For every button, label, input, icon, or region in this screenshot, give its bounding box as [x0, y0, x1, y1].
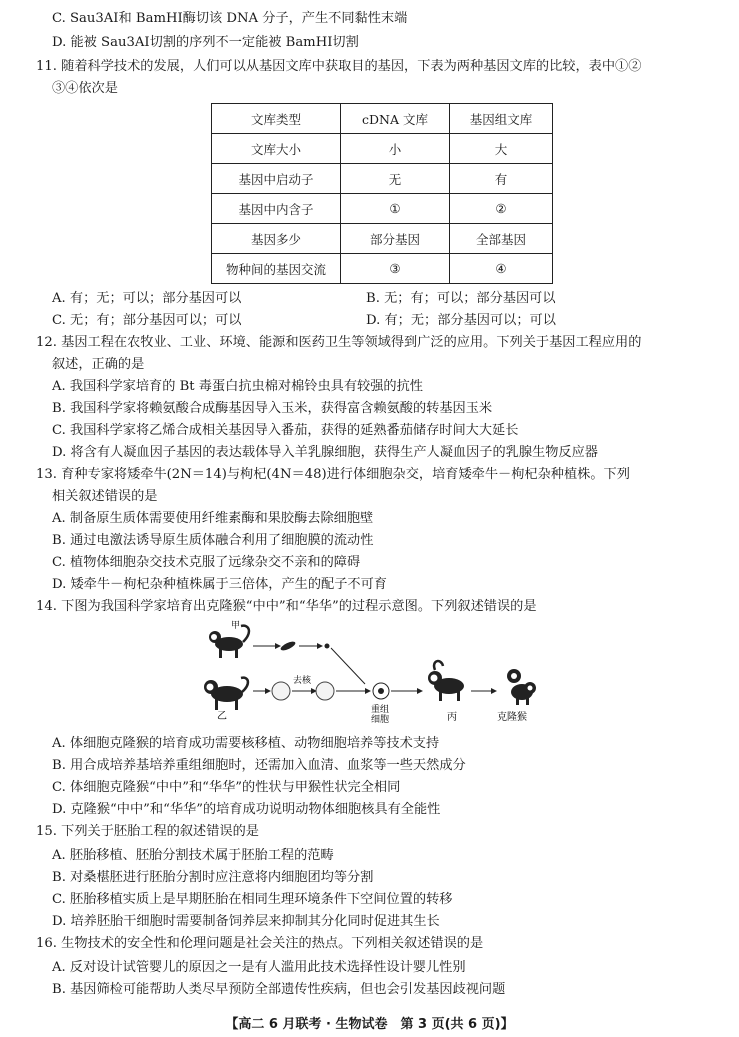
q11-option-c: C. 无；有；部分基因可以；可以: [52, 313, 242, 328]
table-cell: ①: [341, 194, 450, 224]
nucleus-icon: [325, 644, 330, 649]
table-cell: ③: [341, 254, 450, 284]
q12-option-c: C. 我国科学家将乙烯合成相关基因导入番茄，获得的延熟番茄储存时间大大延长: [52, 423, 519, 438]
table-cell: 部分基因: [341, 224, 450, 254]
q16-option-b: B. 基因筛检可能帮助人类尽早预防全部遗传性疾病，但也会引发基因歧视问题: [52, 982, 506, 997]
q11-option-b: B. 无；有；可以；部分基因可以: [366, 291, 556, 306]
monkey-jia-icon: [209, 626, 249, 658]
table-row: [212, 254, 553, 284]
gene-library-table: [211, 103, 553, 284]
q14-option-d: D. 克隆猴“中中”和“华华”的培育成功说明动物体细胞核具有全能性: [52, 802, 441, 817]
label-recombinant: 重组: [371, 705, 390, 715]
table-row: [212, 194, 553, 224]
q13-option-d: D. 矮牵牛－枸杞杂种植株属于三倍体，产生的配子不可育: [52, 577, 387, 592]
table-header-cell: 基因组文库: [450, 104, 553, 134]
q12-option-a: A. 我国科学家培育的 Bt 毒蛋白抗虫棉对棉铃虫具有较强的抗性: [52, 379, 423, 394]
q14-option-c: C. 体细胞克隆猴“中中”和“华华”的性状与甲猴性状完全相同: [52, 780, 401, 795]
q15-option-b: B. 对桑椹胚进行胚胎分割时应注意将内细胞团均等分割: [52, 870, 374, 885]
table-cell: 文库大小: [212, 134, 341, 164]
q11-option-a: A. 有；无；可以；部分基因可以: [52, 291, 242, 306]
label-cell: 细胞: [371, 715, 390, 724]
q14-option-b: B. 用合成培养基培养重组细胞时，还需加入血清、血浆等一些天然成分: [52, 758, 466, 773]
table-cell: 大: [450, 134, 553, 164]
q14-stem: 14. 下图为我国科学家培育出克隆猴“中中”和“华华”的过程示意图。下列叙述错误的是: [36, 599, 537, 614]
table-cell: ②: [450, 194, 553, 224]
table-cell: 基因多少: [212, 224, 341, 254]
monkey-yi-icon: [204, 678, 248, 710]
q12-stem-line1: 12. 基因工程在农牧业、工业、环境、能源和医药卫生等领域得到广泛的应用。下列关于基因工程应用的: [36, 335, 642, 350]
q14-option-a: A. 体细胞克隆猴的培育成功需要核移植、动物细胞培养等技术支持: [52, 736, 440, 751]
q10-option-c: C. Sau3AⅠ和 BamHⅠ酶切该 DNA 分子，产生不同黏性末端: [52, 11, 408, 26]
clone-monkey-diagram: [195, 616, 545, 724]
q13-option-c: C. 植物体细胞杂交技术克服了远缘杂交不亲和的障碍: [52, 555, 361, 570]
oocyte-icon: [272, 682, 290, 700]
label-clone-monkey: 克隆猴: [497, 712, 527, 723]
table-header-cell: 文库类型: [212, 104, 341, 134]
q12-option-b: B. 我国科学家将赖氨酸合成酶基因导入玉米，获得富含赖氨酸的转基因玉米: [52, 401, 493, 416]
q11-stem-line1: 11. 随着科学技术的发展，人们可以从基因文库中获取目的基因，下表为两种基因文库的比较，表中①②: [36, 59, 642, 74]
somatic-cell-icon: [279, 640, 296, 652]
table-cell: 有: [450, 164, 553, 194]
q13-stem-line1: 13. 育种专家将矮牵牛(2N＝14)与枸杞(4N＝48)进行体细胞杂交，培育矮牵牛－枸杞杂种植株。下列: [36, 467, 630, 482]
table-cell: ④: [450, 254, 553, 284]
label-jia: 甲: [231, 621, 241, 631]
q10-option-d: D. 能被 Sau3AⅠ切割的序列不一定能被 BamHⅠ切割: [52, 35, 359, 50]
q16-stem: 16. 生物技术的安全性和伦理问题是社会关注的热点。下列相关叙述错误的是: [36, 936, 484, 951]
monkey-bing-icon: [428, 661, 464, 701]
table-cell: 无: [341, 164, 450, 194]
q11-stem-line2: ③④依次是: [52, 81, 118, 96]
q15-option-d: D. 培养胚胎干细胞时需要制备饲养层来抑制其分化同时促进其生长: [52, 914, 440, 929]
q15-option-c: C. 胚胎移植实质上是早期胚胎在相同生理环境条件下空间位置的转移: [52, 892, 453, 907]
page-footer: 【高二 6 月联考 · 生物试卷 第 3 页(共 6 页)】: [225, 1017, 514, 1032]
q12-stem-line2: 叙述，正确的是: [52, 357, 145, 372]
label-yi: 乙: [217, 711, 227, 722]
enucleated-oocyte-icon: [316, 682, 334, 700]
label-bing: 丙: [447, 712, 457, 723]
clone-monkeys-icon: [507, 669, 536, 705]
q15-stem: 15. 下列关于胚胎工程的叙述错误的是: [36, 824, 259, 839]
table-row: [212, 134, 553, 164]
table-cell: 物种间的基因交流: [212, 254, 341, 284]
table-cell: 基因中启动子: [212, 164, 341, 194]
q15-option-a: A. 胚胎移植、胚胎分割技术属于胚胎工程的范畴: [52, 848, 334, 863]
table-cell: 全部基因: [450, 224, 553, 254]
q13-option-a: A. 制备原生质体需要使用纤维素酶和果胶酶去除细胞壁: [52, 511, 374, 526]
q13-stem-line2: 相关叙述错误的是: [52, 489, 158, 504]
table-header-cell: cDNA 文库: [341, 104, 450, 134]
q16-option-a: A. 反对设计试管婴儿的原因之一是有人滥用此技术选择性设计婴儿性别: [52, 960, 466, 975]
q11-option-d: D. 有；无；部分基因可以；可以: [366, 313, 556, 328]
label-enucleate: 去核: [293, 676, 312, 686]
table-row: [212, 164, 553, 194]
q13-option-b: B. 通过电激法诱导原生质体融合利用了细胞膜的流动性: [52, 533, 374, 548]
table-cell: 小: [341, 134, 450, 164]
q12-option-d: D. 将含有人凝血因子基因的表达载体导入羊乳腺细胞，获得生产人凝血因子的乳腺生物反应器: [52, 445, 598, 460]
table-row: [212, 224, 553, 254]
table-cell: 基因中内含子: [212, 194, 341, 224]
table-header-row: [212, 104, 553, 134]
